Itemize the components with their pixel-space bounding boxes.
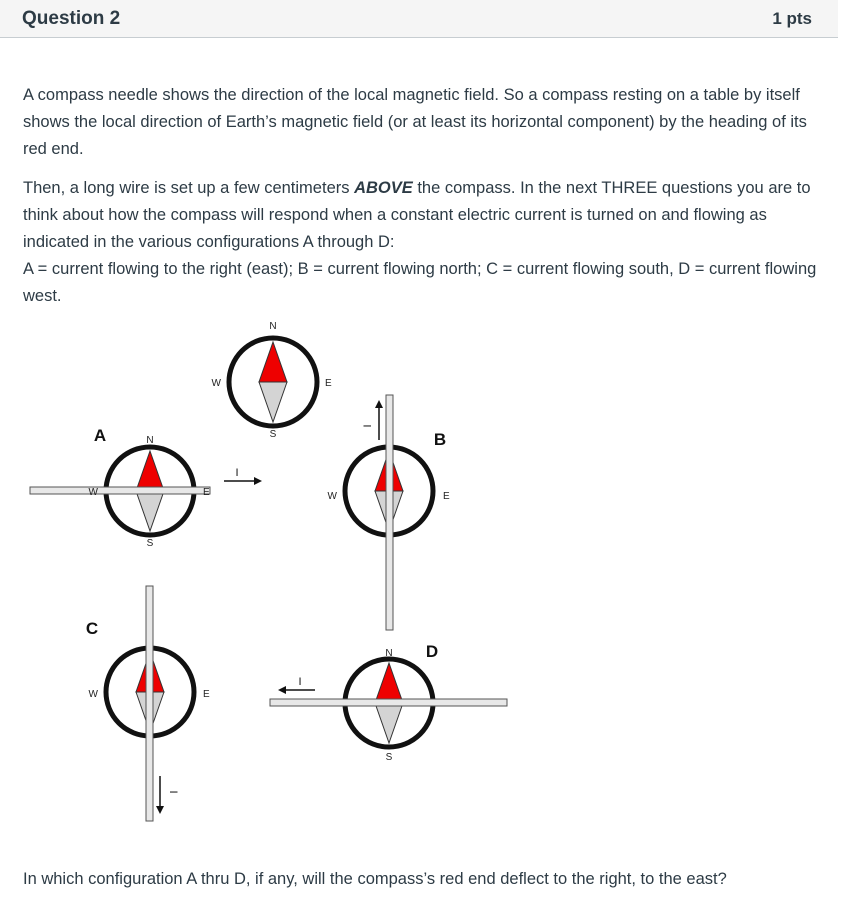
compass-figure (0, 300, 841, 835)
above-emphasis: ABOVE (354, 179, 413, 197)
current-label-b: I (362, 424, 374, 428)
current-label-c: I (167, 790, 179, 794)
question-title: Question 2 (22, 7, 121, 29)
paragraph-configs: A = current flowing to the right (east); B = current flowing north; C = current flowing south, D = current flowing west. (23, 260, 817, 305)
config-label-c: C (85, 619, 99, 638)
label-east: E (203, 487, 210, 498)
question-header (0, 0, 838, 38)
config-label-a: A (93, 426, 107, 445)
label-south: S (385, 752, 393, 763)
label-north: N (269, 321, 277, 332)
label-north: N (146, 435, 154, 446)
wire-c (146, 586, 153, 821)
label-east: E (325, 378, 332, 389)
question-body (23, 82, 823, 310)
label-west: W (88, 689, 98, 700)
paragraph-setup (23, 175, 823, 256)
label-west: W (327, 491, 337, 502)
final-question: In which configuration A thru D, if any, will the compass’s red end deflect to the right, to the east? (23, 870, 727, 888)
config-d (270, 642, 507, 763)
wire-a (30, 487, 210, 494)
config-a (30, 426, 260, 549)
config-c (86, 586, 210, 821)
config-label-b: B (433, 430, 447, 449)
label-east: E (203, 689, 210, 700)
current-label-d: I (298, 676, 302, 688)
config-b (328, 395, 450, 630)
question-points: 1 pts (772, 8, 812, 28)
wire-b (386, 395, 393, 630)
label-south: S (269, 429, 277, 440)
paragraph-intro: A compass needle shows the direction of the local magnetic field. So a compass resting on a table by itself shows the local direction of Earth’s magnetic field (or at least its horizontal component) by the heading of its red end. (23, 86, 807, 158)
setup-text-start: Then, a long wire is set up a few centimeters (23, 179, 355, 197)
wire-d (270, 699, 507, 706)
config-label-d: D (425, 642, 439, 661)
reference-compass (212, 321, 332, 440)
setup-text-end: the compass. In the next THREE questions you are to think about how the compass will respond when a constant electric current is turned on and flowing as indicated in the various configurations A through D: (23, 179, 811, 251)
label-west: W (88, 487, 98, 498)
label-north: N (385, 648, 393, 659)
label-east: E (443, 491, 450, 502)
label-south: S (146, 538, 154, 549)
current-label-a: I (235, 467, 239, 479)
compass-diagram (0, 300, 841, 830)
label-west: W (211, 378, 221, 389)
